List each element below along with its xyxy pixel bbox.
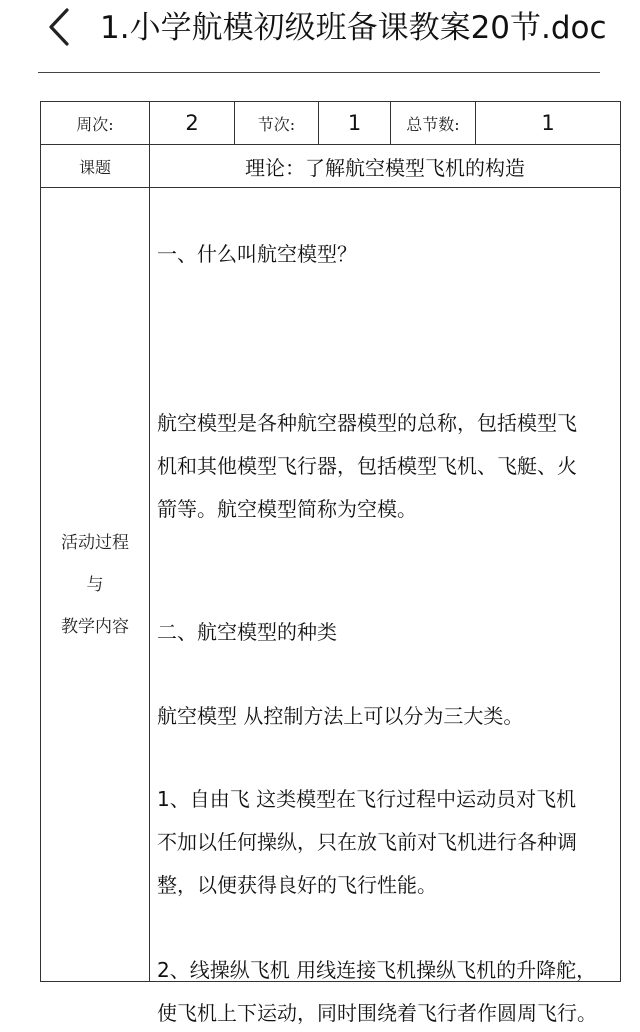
section-label-line: 活动过程	[61, 532, 129, 553]
table-row-topic	[41, 145, 621, 188]
section-label-line: 教学内容	[61, 616, 129, 637]
week-label: 周次:	[41, 102, 150, 145]
lesson-value: 1	[319, 102, 391, 145]
heading-what-is-aeromodel: 一、什么叫航空模型？	[157, 242, 357, 266]
paragraph-line: 使飞机上下运动，同时围绕着飞行者作圆周飞行。	[157, 1001, 597, 1025]
section-label-cell	[41, 188, 150, 982]
week-value: 2	[150, 102, 235, 145]
total-lessons-value: 1	[476, 102, 621, 145]
top-bar	[0, 0, 640, 56]
paragraph-line: 航空模型是各种航空器模型的总称，包括模型飞	[157, 411, 577, 435]
paragraph-line: 机和其他模型飞行器，包括模型飞机、飞艇、火	[157, 454, 577, 478]
document-title: 1.小学航模初级班备课教案20节.doc	[100, 10, 607, 46]
intro-line: 航空模型 从控制方法上可以分为三大类。	[157, 704, 524, 728]
paragraph-line: 箭等。航空模型简称为空模。	[157, 497, 417, 521]
heading-model-types: 二、航空模型的种类	[157, 620, 337, 644]
paragraph-line: 2、线操纵飞机 用线连接飞机操纵飞机的升降舵，	[157, 958, 597, 982]
table-row-content	[41, 188, 621, 982]
lesson-plan-table	[40, 101, 621, 1025]
chevron-left-icon	[38, 4, 78, 48]
back-button[interactable]	[38, 4, 78, 48]
paragraph-line: 不加以任何操纵，只在放飞前对飞机进行各种调	[157, 830, 577, 854]
table-row-meta	[41, 102, 621, 145]
section-label-line: 与	[86, 574, 104, 595]
lesson-label: 节次:	[235, 102, 319, 145]
content-body	[150, 188, 620, 1025]
content-cell	[150, 188, 621, 1025]
section-label	[41, 522, 149, 648]
total-lessons-label: 总节数:	[391, 102, 476, 145]
paragraph-line: 1、自由飞 这类模型在飞行过程中运动员对飞机	[157, 787, 577, 811]
topic-value: 理论：了解航空模型飞机的构造	[150, 145, 621, 188]
paragraph-line: 整，以便获得良好的飞行性能。	[157, 873, 437, 897]
topic-label: 课题	[41, 145, 150, 188]
header-divider	[38, 72, 600, 73]
